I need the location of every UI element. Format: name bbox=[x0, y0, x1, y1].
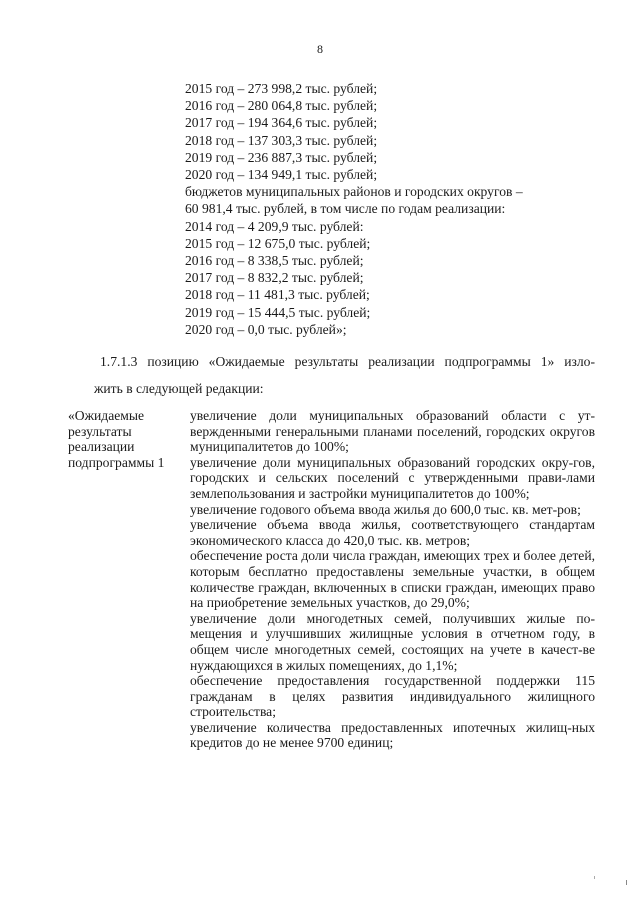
result-item: увеличение количества предоставленных ипотечных жилищ-ных кредитов до не менее 9700 единиц; bbox=[190, 719, 595, 751]
budget-line: бюджетов муниципальных районов и городских округов – bbox=[185, 184, 523, 200]
result-item: обеспечение предоставления государственной поддержки 115 гражданам в целях развития индивидуального жилищного строительства; bbox=[190, 673, 595, 720]
amendment-paragraph bbox=[94, 348, 595, 402]
budget-line: 2020 год – 134 949,1 тыс. рублей; bbox=[185, 167, 378, 183]
budget-line: 2018 год – 137 303,3 тыс. рублей; bbox=[185, 132, 378, 148]
scan-mark bbox=[594, 876, 595, 879]
amendment-paragraph-line: 1.7.1.3 позицию «Ожидаемые результаты реализации подпрограммы 1» изло- bbox=[100, 354, 595, 369]
results-label bbox=[68, 408, 183, 470]
budget-line: 2014 год – 4 209,9 тыс. рублей: bbox=[185, 218, 364, 234]
budget-line: 60 981,4 тыс. рублей, в том числе по годам реализации: bbox=[185, 201, 506, 217]
results-label-line: результаты bbox=[68, 423, 132, 439]
scan-mark bbox=[626, 880, 627, 885]
budget-line: 2017 год – 8 832,2 тыс. рублей; bbox=[185, 270, 364, 286]
result-item: обеспечение роста доли числа граждан, имеющих трех и более детей, которым бесплатно предоставлены земельные участки, в общем количестве граждан, включенных в списки граждан, имеющих право на приобретение земельных участков, до 29,0%; bbox=[190, 548, 595, 611]
budget-line: 2020 год – 0,0 тыс. рублей»; bbox=[185, 321, 347, 337]
budget-list bbox=[185, 80, 595, 338]
results-label-line: «Ожидаемые bbox=[68, 408, 145, 423]
budget-line: 2019 год – 15 444,5 тыс. рублей; bbox=[185, 304, 371, 320]
budget-line: 2015 год – 273 998,2 тыс. рублей; bbox=[185, 81, 378, 96]
results-label-line: подпрограммы 1 bbox=[68, 454, 165, 470]
budget-line: 2016 год – 8 338,5 тыс. рублей; bbox=[185, 253, 364, 269]
result-item: увеличение объема ввода жилья, соответствующего стандартам экономического класса до 420,0 тыс. кв. метров; bbox=[190, 517, 595, 548]
results-label-line: реализации bbox=[68, 439, 135, 455]
budget-line: 2016 год – 280 064,8 тыс. рублей; bbox=[185, 98, 378, 114]
result-item: увеличение годового объема ввода жилья до 600,0 тыс. кв. мет-ров; bbox=[190, 501, 581, 517]
amendment-paragraph-line: жить в следующей редакции: bbox=[94, 381, 264, 396]
result-item: увеличение доли многодетных семей, получивших жилые по-мещения и улучшивших жилищные условия в отчетном году, в общем числе многодетных семей, состоящих на учете в качест-ве нуждающихся в жилых помещениях, до 1,1%; bbox=[190, 610, 595, 673]
budget-line: 2015 год – 12 675,0 тыс. рублей; bbox=[185, 235, 371, 251]
budget-line: 2018 год – 11 481,3 тыс. рублей; bbox=[185, 287, 370, 303]
result-item: увеличение доли муниципальных образований области с ут-вержденными генеральными планами поселений, городских округов муниципалитетов до 100%; bbox=[190, 408, 595, 455]
results-list bbox=[190, 408, 595, 751]
budget-line: 2017 год – 194 364,6 тыс. рублей; bbox=[185, 115, 378, 131]
budget-line: 2019 год – 236 887,3 тыс. рублей; bbox=[185, 149, 378, 165]
page-number: 8 bbox=[317, 42, 323, 56]
result-item: увеличение доли муниципальных образований городских окру-гов, городских и сельских поселений с утвержденными прави-лами землепользования и застройки муниципалитетов до 100%; bbox=[190, 454, 595, 501]
